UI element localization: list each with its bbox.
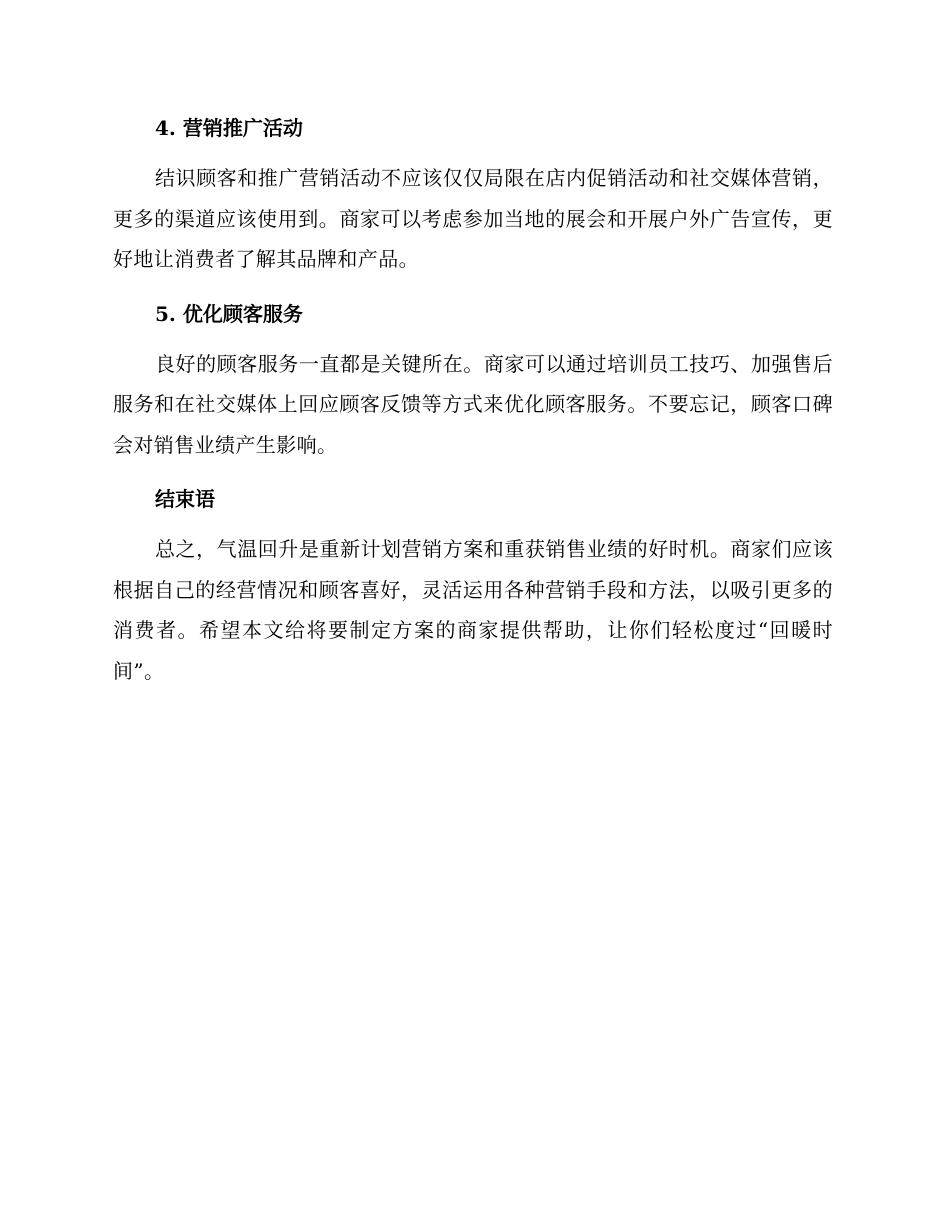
section-heading-customer-service: 5. 优化顾客服务	[155, 301, 303, 326]
section-heading-conclusion: 结束语	[155, 487, 215, 511]
document-page	[113, 108, 833, 705]
section-heading-marketing: 4. 营销推广活动	[155, 116, 303, 140]
section-paragraph-marketing: 结识顾客和推广营销活动不应该仅仅局限在店内促销活动和社交媒体营销，更多的渠道应该使用到。商家可以考虑参加当地的展会和开展户外广告宣传，更好地让消费者了解其品牌和产品。	[113, 166, 833, 271]
section-paragraph-conclusion: 总之，气温回升是重新计划营销方案和重获销售业绩的好时机。商家们应该根据自己的经营情况和顾客喜好，灵活运用各种营销手段和方法，以吸引更多的消费者。希望本文给将要制定方案的商家提供帮助，让你们轻松度过“回暖时间”。	[113, 537, 833, 683]
section-paragraph-customer-service: 良好的顾客服务一直都是关键所在。商家可以通过培训员工技巧、加强售后服务和在社交媒体上回应顾客反馈等方式来优化顾客服务。不要忘记，顾客口碑会对销售业绩产生影响。	[113, 351, 833, 457]
